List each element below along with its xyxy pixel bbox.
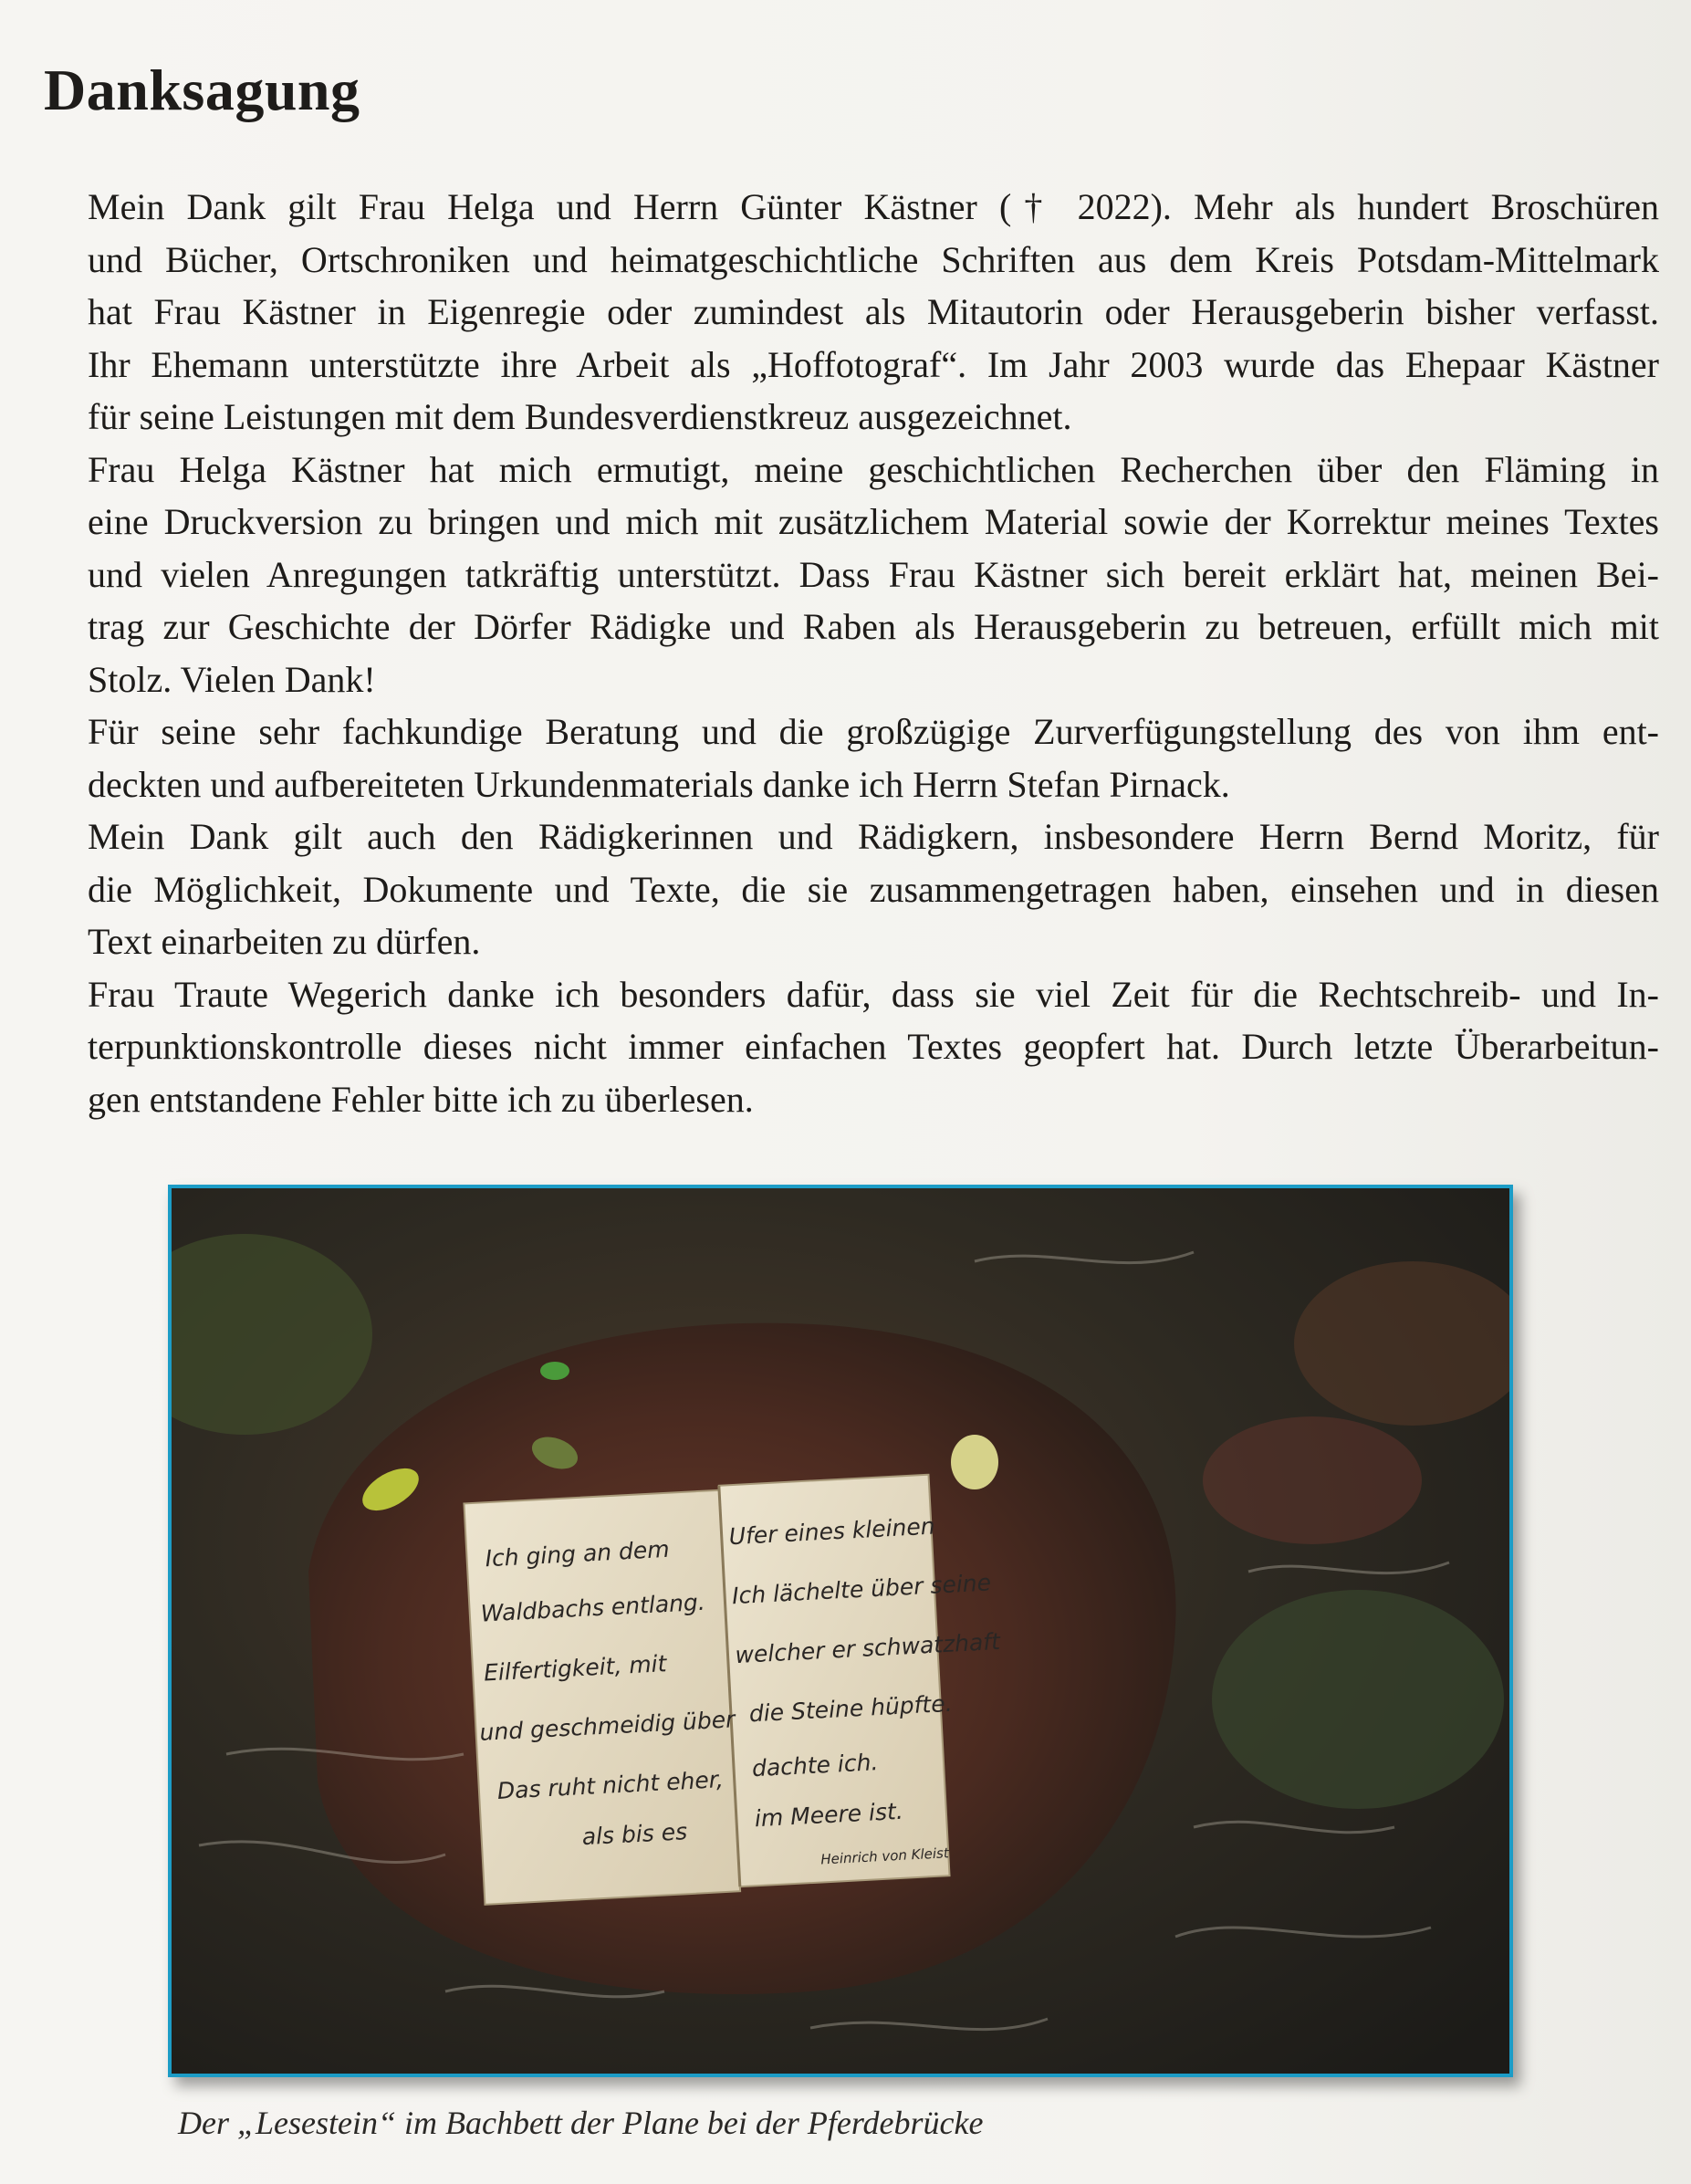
plaque-line: im Meere ist. [754, 1797, 904, 1833]
text-line: Ihr Ehemann unterstützte ihre Arbeit als „Hoffotograf“. Im Jahr 2003 wurde das Ehepaar Kästner [88, 343, 1659, 385]
paragraph-4 [44, 810, 1659, 968]
plaque-line: die Steine hüpfte. [748, 1689, 954, 1728]
text-line: terpunktionskontrolle dieses nicht immer einfachen Textes geopfert hat. Durch letzte Überarbeitun- [88, 1026, 1659, 1067]
text-line: Frau Traute Wegerich danke ich besonders dafür, dass sie viel Zeit für die Rechtschreib- und In- [88, 973, 1659, 1015]
body-text [44, 181, 1659, 1125]
photo-lesestein [168, 1185, 1513, 2077]
paragraph-3 [44, 705, 1659, 810]
plaque-line: Das ruht nicht eher, [496, 1766, 725, 1804]
text-line: Mein Dank gilt Frau Helga und Herrn Günter Kästner († 2022). Mehr als hundert Broschüren [88, 186, 1659, 227]
text-line: deckten und aufbereiteten Urkundenmaterials danke ich Herrn Stefan Pirnack. [88, 763, 1230, 805]
text-line: Frau Helga Kästner hat mich ermutigt, meine geschichtlichen Recherchen über den Fläming in [88, 448, 1659, 490]
text-line: gen entstandene Fehler bitte ich zu überlesen. [88, 1078, 754, 1120]
paragraph-2 [44, 444, 1659, 706]
text-line: eine Druckversion zu bringen und mich mit zusätzlichem Material sowie der Korrektur meines Textes [88, 501, 1659, 542]
paragraph-1 [44, 181, 1659, 444]
plaque-line: als bis es [580, 1818, 688, 1851]
plaque-line: welcher er schwatzhaft [734, 1627, 1001, 1669]
plaque-line: dachte ich. [751, 1749, 880, 1782]
text-line: für seine Leistungen mit dem Bundesverdienstkreuz ausgezeichnet. [88, 396, 1072, 437]
paragraph-5 [44, 968, 1659, 1126]
text-line: hat Frau Kästner in Eigenregie oder zumindest als Mitautorin oder Herausgeberin bisher verfasst. [88, 291, 1659, 332]
plaque-line: Waldbachs entlang. [480, 1588, 706, 1627]
plaque-line: Ich ging an dem [484, 1535, 671, 1573]
text-line: und vielen Anregungen tatkräftig unterstützt. Dass Frau Kästner sich bereit erklärt hat, meinen Bei- [88, 553, 1659, 595]
plaque-line: Ufer eines kleinen [727, 1512, 936, 1551]
plaque-line: Eilfertigkeit, mit [483, 1650, 668, 1687]
photo-caption: Der „Lesestein“ im Bachbett der Plane bei der Pferdebrücke [178, 2105, 984, 2141]
photo-illustration [172, 1188, 1509, 2074]
plaque-line: Ich lächelte über seine [731, 1569, 992, 1610]
text-line: trag zur Geschichte der Dörfer Rädigke und Raben als Herausgeberin zu betreuen, erfüllt mich mit [88, 606, 1659, 647]
text-line: Text einarbeiten zu dürfen. [88, 921, 481, 962]
plaque-line: und geschmeidig über [478, 1706, 736, 1746]
page-title: Danksagung [44, 57, 360, 122]
text-line: Mein Dank gilt auch den Rädigkerinnen und Rädigkern, insbesondere Herrn Bernd Moritz, für [88, 816, 1659, 857]
text-line: Für seine sehr fachkundige Beratung und die großzügige Zurverfügungstellung des von ihm ent- [88, 711, 1659, 752]
plaque-signature: Heinrich von Kleist [819, 1844, 950, 1868]
text-line: und Bücher, Ortschroniken und heimatgeschichtliche Schriften aus dem Kreis Potsdam-Mittelmark [88, 238, 1659, 280]
text-line: die Möglichkeit, Dokumente und Texte, die sie zusammengetragen haben, einsehen und in diesen [88, 868, 1659, 910]
text-line: Stolz. Vielen Dank! [88, 658, 376, 700]
